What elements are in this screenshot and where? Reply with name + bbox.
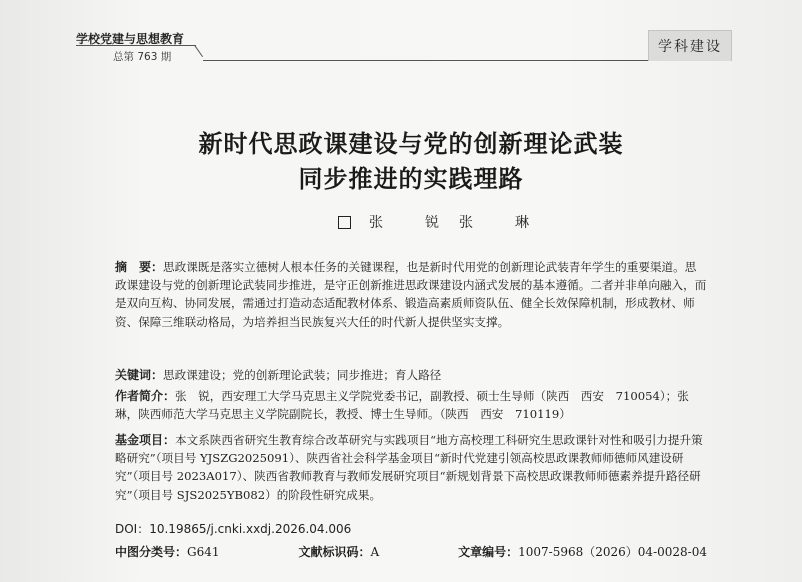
author-info-label: 作者简介： xyxy=(115,389,176,403)
fund-info xyxy=(115,431,707,504)
issue-number: 总第 763 期 xyxy=(113,51,172,63)
header-slant-rule xyxy=(194,45,203,57)
article-number: 文章编号：1007-5968（2026）04-0028-04 xyxy=(458,545,707,559)
fund-label: 基金项目： xyxy=(115,433,176,447)
author-name: 张 锐 xyxy=(369,215,453,231)
author-info xyxy=(115,387,707,423)
square-marker-icon xyxy=(338,216,351,229)
abstract-label: 摘 要： xyxy=(115,260,164,274)
fund-text: 本文系陕西省研究生教育综合改革研究与实践项目“地方高校理工科研究生思政课针对性和吸引力提升策略研究”（项目号 YJSZG2025091）、陕西省社会科学基金项目“新时代党建引领高校思政课教师师德师风建设研究”（项目号 2023A017）、陕西省教师教育与教师发展研究项目“新规划背景下高校思政课教师师德素养提升路径研究”（项目号 SJS2025YB082）的阶段性研究成果。 xyxy=(115,433,703,502)
doi: DOI：10.19865/j.cnki.xxdj.2026.04.006 xyxy=(115,522,352,536)
abstract-text: 思政课既是落实立德树人根本任务的关键课程，也是新时代用党的创新理论武装青年学生的重要渠道。思政课建设与党的创新理论武装同步推进，是守正创新推进思政课建设内涵式发展的基本遵循。二者并非单向融入，而是双向互构、协同发展，需通过打造动态适配教材体系、锻造高素质师资队伍、健全长效保障机制，形成教材、师资、保障三维联动格局，为培养担当民族复兴大任的时代新人提供坚实支撑。 xyxy=(115,260,707,329)
keywords-text: 思政课建设；党的创新理论武装；同步推进；育人路径 xyxy=(163,368,442,382)
keywords-label: 关键词： xyxy=(115,368,164,382)
journal-name: 学校党建与思想教育 xyxy=(76,32,185,46)
article-title-line-1: 新时代思政课建设与党的创新理论武装 xyxy=(198,130,624,158)
header-rule xyxy=(76,45,196,46)
document-code: 文献标识码：A xyxy=(298,545,380,559)
article-title-line-2: 同步推进的实践理路 xyxy=(298,165,524,193)
abstract xyxy=(115,258,707,331)
author-info-text: 张 锐，西安理工大学马克思主义学院党委书记，副教授、硕士生导师（陕西 西安 710054）；张 琳，陕西师范大学马克思主义学院副院长，教授、博士生导师。（陕西 西安 710119） xyxy=(115,389,701,422)
author-name: 张 琳 xyxy=(459,215,543,231)
section-label: 学科建设 xyxy=(648,30,732,61)
clc-number: 中图分类号：G641 xyxy=(115,545,220,559)
classification-line xyxy=(115,543,707,560)
author-line xyxy=(338,212,549,232)
keywords xyxy=(115,366,707,384)
